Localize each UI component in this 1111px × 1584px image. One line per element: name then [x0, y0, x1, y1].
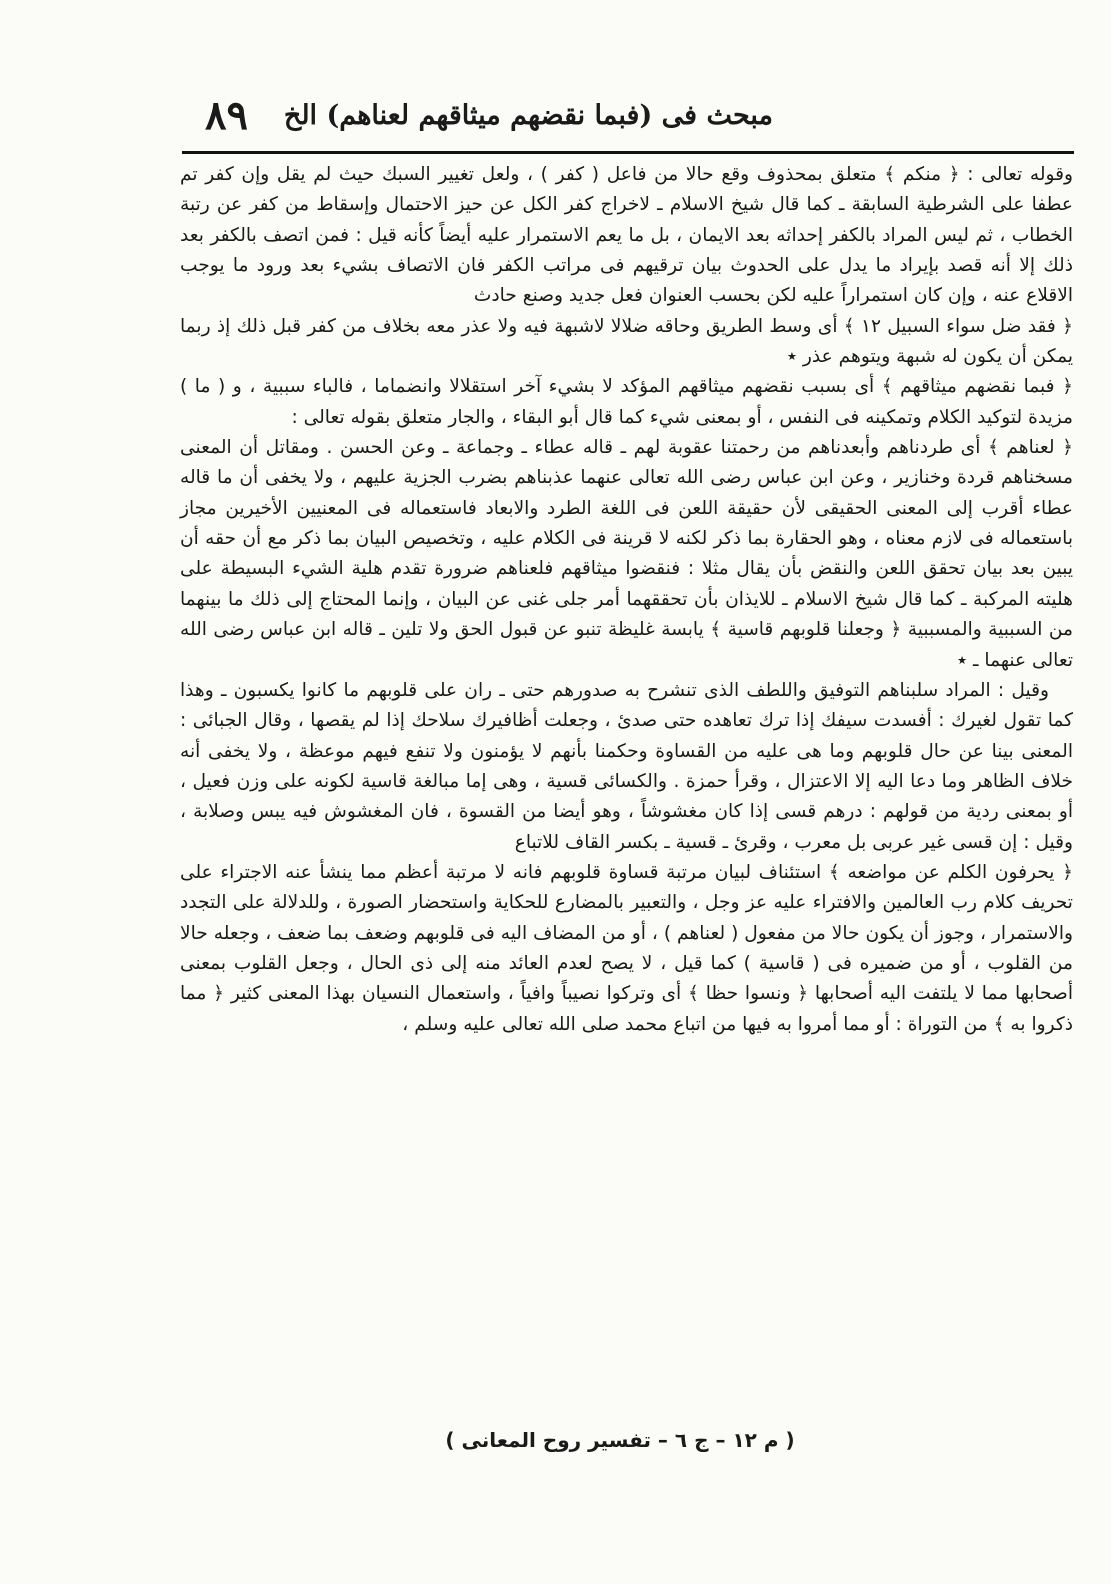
- body-text: [180, 160, 1073, 1040]
- header-divider: [182, 151, 1074, 154]
- paragraph: ﴿ فقد ضل سواء السبيل ١٢ ﴾ أى وسط الطريق وحاقه ضلالا لاشبهة فيه ولا عذر معه بخلاف من كفر قبل ذلك إذ ربما يمكن أن يكون له شبهة ويتوهم عذر ٭: [180, 315, 1073, 368]
- paragraph: ﴿ لعناهم ﴾ أى طردناهم وأبعدناهم من رحمتنا عقوبة لهم ـ قاله عطاء ـ وجماعة ـ وعن الحسن . ومقاتل أن المعنى مسخناهم قردة وخنازير ، وعن ابن عباس رضى الله تعالى عنهما عذبناهم بضرب الجزية عليهم ، ولا يخفى أن ما قاله عطاء أقرب إلى المعنى الحقيقى لأن حقيقة اللعن فى اللغة الطرد والابعاد فاستعماله فى المعنيين الأخيرين مجاز باستعماله فى لازم معناه ، وهو الحقارة بما ذكر لكنه لا قرينة فى الكلام عليه ، وتخصيص البيان بما ذكر مع أن حقه أن يبين بعد بيان تحقق اللعن والنقض بأن يقال مثلا : فنقضوا ميثاقهم فلعناهم ضرورة تقدم هلية الشيء البسيطة على هليته المركبة ـ كما قال شيخ الاسلام ـ للايذان بأن تحققهما أمر جلى غنى عن البيان ، وإنما المحتاج إلى ذلك ما بينهما من السببية والمسببية ﴿ وجعلنا قلوبهم قاسية ﴾ يابسة غليظة تنبو عن قبول الحق ولا تلين ـ قاله ابن عباس رضى الله تعالى عنهما ـ ٭: [180, 437, 1073, 671]
- page-header: [205, 92, 1073, 154]
- paragraph: ﴿ يحرفون الكلم عن مواضعه ﴾ استئناف لبيان مرتبة قساوة قلوبهم فانه لا مرتبة أعظم مما ينشأ عنه الاجتراء على تحريف كلام رب العالمين والافتراء عليه عز وجل ، والتعبير بالمضارع للحكاية واستحضار الصورة ، وللدلالة على التجدد والاستمرار ، وجوز أن يكون حالا من مفعول ( لعناهم ) ، أو من المضاف اليه فى قلوبهم وضعف بما ضعف ، وجعله حالا من القلوب ، أو من ضميره فى ( قاسية ) كما قيل ، لا يصح لعدم العائد منه إلى ذى الحال ، وجعل القلوب بمعنى أصحابها مما لا يلتفت اليه أصحابها ﴿ ونسوا حظا ﴾ أى وتركوا نصيباً وافياً ، واستعمال النسيان بهذا المعنى كثير ﴿ مما ذكروا به ﴾ من التوراة : أو مما أمروا به فيها من اتباع محمد صلى الله تعالى عليه وسلم ،: [180, 861, 1073, 1035]
- paragraph: وقوله تعالى : ﴿ منكم ﴾ متعلق بمحذوف وقع حالا من فاعل ( كفر ) ، ولعل تغيير السبك حيث لم يقل وإن كفر تم عطفا على الشرطية السابقة ـ كما قال شيخ الاسلام ـ لاخراج كفر الكل عن حيز الاحتمال وإسقاط من كفر عن رتبة الخطاب ، ثم ليس المراد بالكفر إحداثه بعد الايمان ، بل ما يعم الاستمرار عليه أيضاً كأنه قيل : فمن اتصف بالكفر بعد ذلك إلا أنه قصد بإيراد ما يدل على الحدوث بيان ترقيهم فى مراتب الكفر فان الاتصاف بشيء بعد ورود ما يوجب الاقلاع عنه ، وإن كان استمراراً عليه لكن بحسب العنوان فعل جديد وصنع حادث: [180, 164, 1073, 307]
- paragraph: ﴿ فبما نقضهم ميثاقهم ﴾ أى بسبب نقضهم ميثاقهم المؤكد لا بشيء آخر استقلالا وانضماما ، فالباء سببية ، و ( ما ) مزيدة لتوكيد الكلام وتمكينه فى النفس ، أو بمعنى شيء كما قال أبو البقاء ، والجار متعلق بقوله تعالى :: [180, 376, 1073, 428]
- page-number: ٨٩: [205, 92, 248, 139]
- running-title: مبحث فى (فبما نقضهم ميثاقهم لعناهم) الخ: [283, 100, 773, 131]
- signature-mark: ( م ١٢ – ج ٦ – تفسير روح المعانى ): [445, 1428, 795, 1452]
- paragraph: وقيل : المراد سلبناهم التوفيق واللطف الذى تنشرح به صدورهم حتى ـ ران على قلوبهم ما كانوا يكسبون ـ وهذا كما تقول لغيرك : أفسدت سيفك إذا ترك تعاهده حتى صدئ ، وجعلت أظافيرك سلاحك إذا لم يقصها ، وقال الجبائى : المعنى بينا عن حال قلوبهم وما هى عليه من القساوة وحكمنا بأنهم لا يؤمنون ولا تنفع فيهم موعظة ، ولا يخفى أنه خلاف الظاهر وما دعا اليه إلا الاعتزال ، وقرأ حمزة . والكسائى قسية ، وهى إما مبالغة قاسية لكونه على وزن فعيل ، أو بمعنى ردية من قولهم : درهم قسى إذا كان مغشوشاً ، وهو أيضا من القسوة ، فان المغشوش فيه يبس وصلابة ، وقيل : إن قسى غير عربى بل معرب ، وقرئ ـ قسية ـ بكسر القاف للاتباع: [180, 679, 1073, 853]
